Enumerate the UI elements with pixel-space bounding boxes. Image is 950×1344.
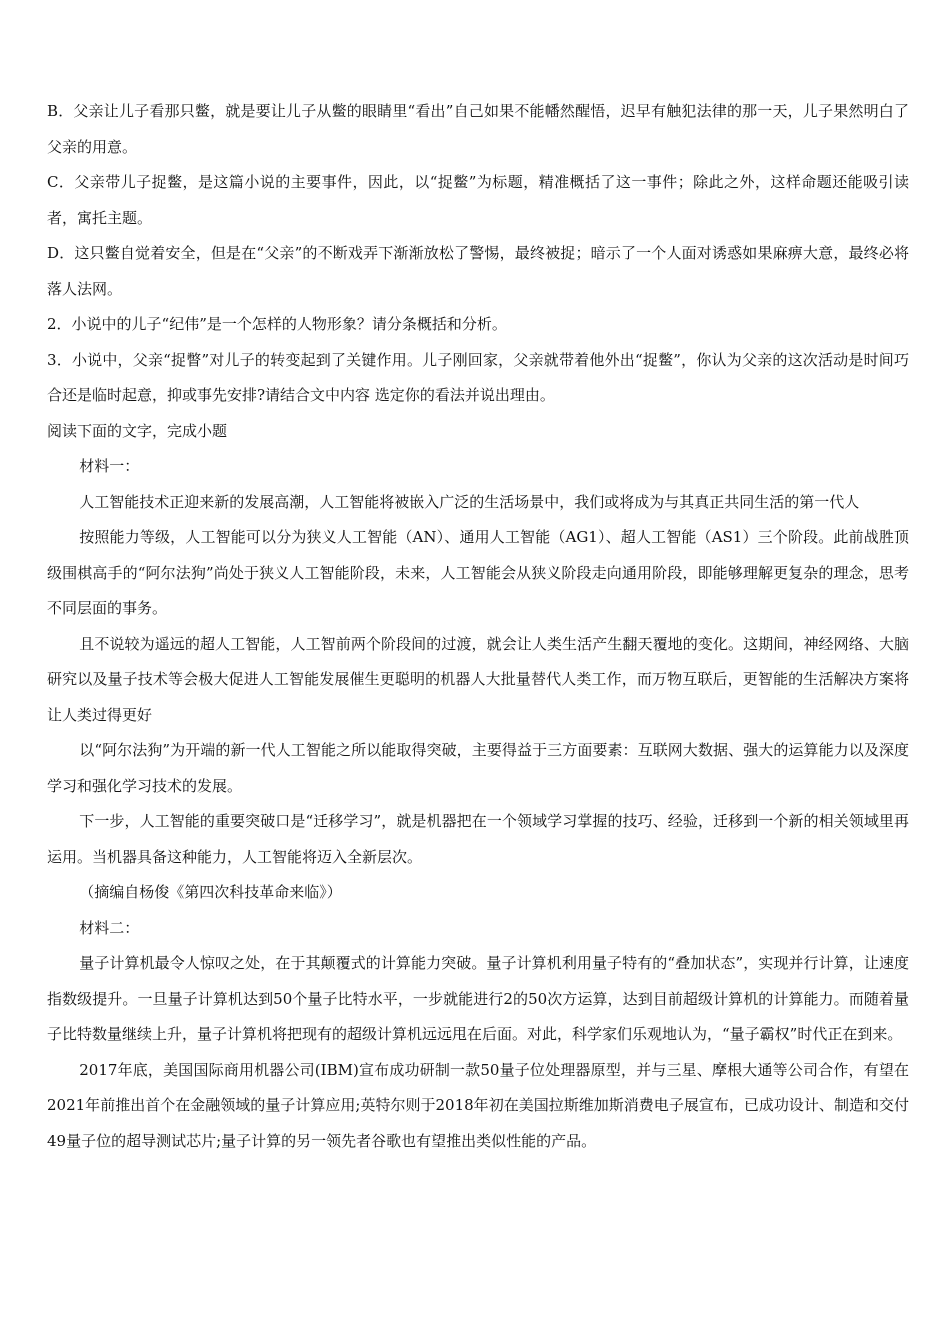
option-c: C．父亲带儿子捉鳖，是这篇小说的主要事件，因此，以“捉鳖”为标题，精准概括了这一事件；除此之外，这样命题还能吸引读者，寓托主题。: [47, 173, 909, 227]
question-3: 3．小说中，父亲“捉瞥”对儿子的转变起到了关键作用。儿子刚回家，父亲就带着他外出“捉鳖”，你认为父亲的这次活动是时间巧合还是临时起意，抑或事先安排?请结合文中内容 选定你的看法并说出理由。: [47, 350, 909, 404]
option-b: B．父亲让儿子看那只鳖，就是要让儿子从鳖的眼睛里“看出”自己如果不能幡然醒悟，迟早有触犯法律的那一天，儿子果然明白了父亲的用意。: [47, 102, 909, 156]
material-1-paragraph: 以“阿尔法狗”为开端的新一代人工智能之所以能取得突破，主要得益于三方面要素：互联网大数据、强大的运算能力以及深度学习和强化学习技术的发展。: [47, 741, 909, 795]
question-2: 2．小说中的儿子“纪伟”是一个怎样的人物形象？请分条概括和分析。: [47, 315, 507, 333]
material-1-paragraph: 人工智能技术正迎来新的发展高潮，人工智能将被嵌入广泛的生活场景中，我们或将成为与其真正共同生活的第一代人: [79, 492, 860, 511]
material-2-heading: 材料二：: [79, 918, 140, 937]
material-1-source: （摘编自杨俊《第四次科技革命来临》）: [79, 883, 342, 901]
material-2-paragraph: 量子计算机最令人惊叹之处，在于其颠覆式的计算能力突破。量子计算机利用量子特有的“叠加状态”，实现并行计算，让速度指数级提升。一旦量子计算机达到50个量子比特水平，一步就能进行2的50次方运算，达到目前超级计算机的计算能力。而随着量子比特数量继续上升，量子计算机将把现有的超级计算机远远甩在后面。对此，科学家们乐观地认为，“量子霸权”时代正在到来。: [47, 954, 909, 1043]
reading-instruction: 阅读下面的文字，完成小题: [47, 421, 228, 440]
material-2-paragraph: 2017年底，美国国际商用机器公司(IBM)宣布成功研制一款50量子位处理器原型，并与三星、摩根大通等公司合作，有望在2021年前推出首个在金融领域的量子计算应用;英特尔则于2018年初在美国拉斯维加斯消费电子展宣布，已成功设计、制造和交付49量子位的超导测试芯片;量子计算的另一领先者谷歌也有望推出类似性能的产品。: [47, 1060, 909, 1150]
material-1-paragraph: 下一步，人工智能的重要突破口是“迁移学习”，就是机器把在一个领域学习掌握的技巧、经验，迁移到一个新的相关领域里再运用。当机器具备这种能力，人工智能将迈入全新层次。: [47, 812, 909, 866]
option-d: D．这只鳖自觉着安全，但是在“父亲”的不断戏弄下渐渐放松了警惕，最终被捉；暗示了一个人面对诱惑如果麻痹大意，最终必将落人法网。: [47, 244, 909, 298]
document-page: [47, 94, 909, 1159]
material-1-heading: 材料一：: [79, 457, 140, 475]
material-1-paragraph: 按照能力等级，人工智能可以分为狭义人工智能（AN）、通用人工智能（AG1）、超人工智能（AS1）三个阶段。此前战胜顶级围棋高手的“阿尔法狗”尚处于狭义人工智能阶段，未来，人工智能会从狭义阶段走向通用阶段，即能够理解更复杂的理念，思考不同层面的事务。: [47, 528, 909, 617]
material-1-paragraph: 且不说较为遥远的超人工智能，人工智前两个阶段间的过渡，就会让人类生活产生翻天覆地的变化。这期间，神经网络、大脑研究以及量子技术等会极大促进人工智能发展催生更聪明的机器人大批量替代人类工作，而万物互联后，更智能的生活解决方案将让人类过得更好: [47, 634, 909, 724]
